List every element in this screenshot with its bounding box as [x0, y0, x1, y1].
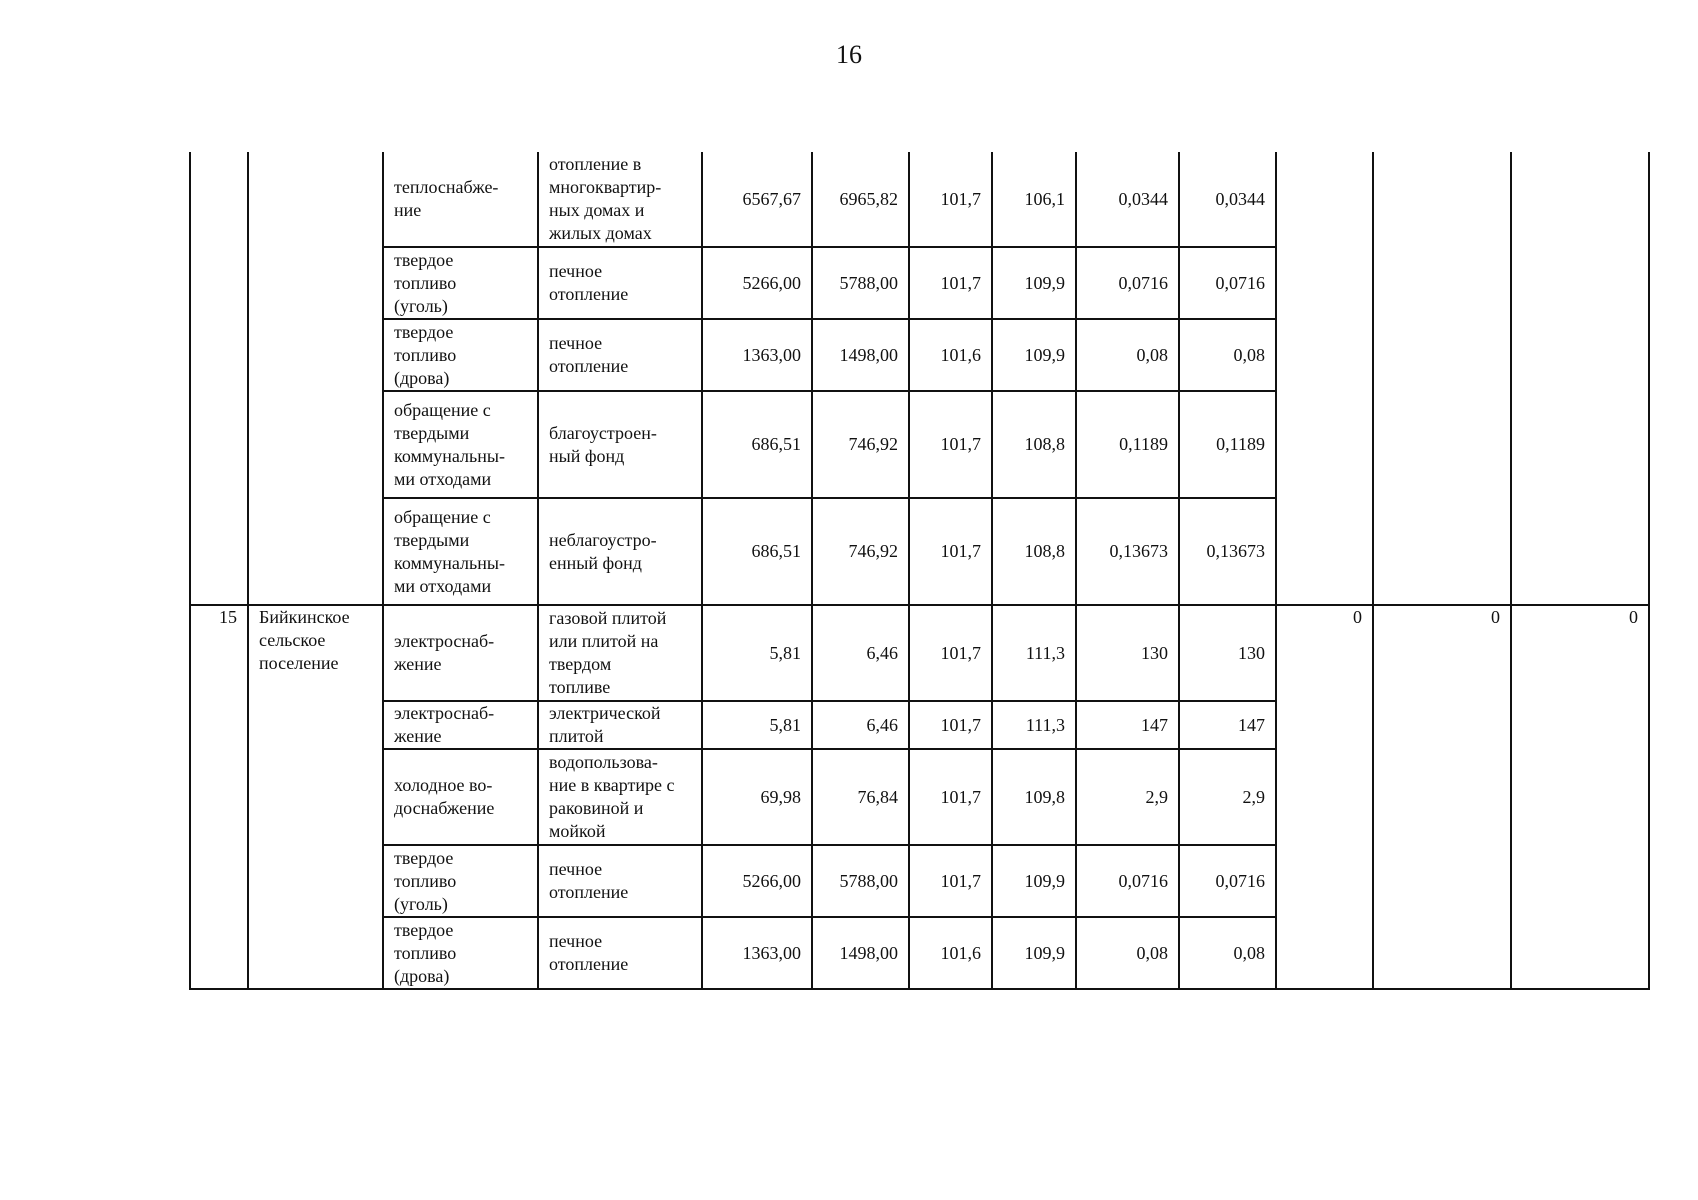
value-cell-2: 76,84	[812, 749, 909, 845]
service-cell: холодное во- доснабжение	[383, 749, 538, 845]
value-cell-1: 1363,00	[702, 917, 812, 989]
value-cell-5: 0,13673	[1076, 498, 1179, 605]
value-cell-4: 109,9	[992, 247, 1076, 319]
value-cell-5: 0,0344	[1076, 152, 1179, 247]
value-cell-2: 1498,00	[812, 917, 909, 989]
value-cell-3: 101,6	[909, 917, 992, 989]
extra-cell-1: 0	[1276, 605, 1373, 989]
settlement-name-cell: Бийкинское сельское поселение	[248, 605, 383, 989]
extra-cell-1-empty	[1276, 152, 1373, 605]
value-cell-2: 746,92	[812, 498, 909, 605]
service-cell: твердое топливо (дрова)	[383, 319, 538, 391]
value-cell-6: 147	[1179, 701, 1276, 749]
page-number: 16	[836, 40, 862, 69]
value-cell-3: 101,7	[909, 701, 992, 749]
service-cell: электроснаб- жение	[383, 701, 538, 749]
service-cell: твердое топливо (уголь)	[383, 845, 538, 917]
consumption-type-cell: печное отопление	[538, 917, 702, 989]
extra-cell-2: 0	[1373, 605, 1511, 989]
value-cell-6: 0,0716	[1179, 845, 1276, 917]
table-body	[190, 152, 1649, 989]
value-cell-1: 69,98	[702, 749, 812, 845]
value-cell-4: 106,1	[992, 152, 1076, 247]
value-cell-6: 0,13673	[1179, 498, 1276, 605]
value-cell-3: 101,7	[909, 152, 992, 247]
value-cell-2: 5788,00	[812, 845, 909, 917]
settlement-cell-empty	[248, 152, 383, 605]
value-cell-2: 5788,00	[812, 247, 909, 319]
value-cell-4: 108,8	[992, 391, 1076, 498]
service-cell: твердое топливо (дрова)	[383, 917, 538, 989]
consumption-type-cell: благоустроен- ный фонд	[538, 391, 702, 498]
value-cell-4: 111,3	[992, 701, 1076, 749]
service-cell: твердое топливо (уголь)	[383, 247, 538, 319]
extra-cell-2-empty	[1373, 152, 1511, 605]
consumption-type-cell: электрической плитой	[538, 701, 702, 749]
value-cell-1: 5,81	[702, 701, 812, 749]
extra-cell-3-empty	[1511, 152, 1649, 605]
value-cell-1: 1363,00	[702, 319, 812, 391]
value-cell-1: 686,51	[702, 391, 812, 498]
value-cell-2: 1498,00	[812, 319, 909, 391]
value-cell-4: 108,8	[992, 498, 1076, 605]
tariff-table	[189, 152, 1650, 990]
value-cell-1: 6567,67	[702, 152, 812, 247]
value-cell-6: 0,0716	[1179, 247, 1276, 319]
extra-cell-3: 0	[1511, 605, 1649, 989]
value-cell-3: 101,6	[909, 319, 992, 391]
consumption-type-cell: неблагоустро- енный фонд	[538, 498, 702, 605]
value-cell-3: 101,7	[909, 391, 992, 498]
value-cell-4: 109,9	[992, 917, 1076, 989]
consumption-type-cell: печное отопление	[538, 247, 702, 319]
consumption-type-cell: водопользова- ние в квартире с раковиной и мойкой	[538, 749, 702, 845]
value-cell-5: 130	[1076, 605, 1179, 701]
index-cell-empty	[190, 152, 248, 605]
value-cell-1: 5266,00	[702, 247, 812, 319]
value-cell-4: 109,8	[992, 749, 1076, 845]
value-cell-6: 0,08	[1179, 917, 1276, 989]
value-cell-2: 6965,82	[812, 152, 909, 247]
value-cell-1: 5,81	[702, 605, 812, 701]
consumption-type-cell: газовой плитой или плитой на твердом топливе	[538, 605, 702, 701]
value-cell-5: 0,0716	[1076, 247, 1179, 319]
service-cell: теплоснабже- ние	[383, 152, 538, 247]
value-cell-2: 6,46	[812, 605, 909, 701]
value-cell-1: 5266,00	[702, 845, 812, 917]
row-index-cell: 15	[190, 605, 248, 989]
value-cell-6: 0,08	[1179, 319, 1276, 391]
value-cell-6: 0,1189	[1179, 391, 1276, 498]
value-cell-3: 101,7	[909, 605, 992, 701]
value-cell-1: 686,51	[702, 498, 812, 605]
value-cell-6: 2,9	[1179, 749, 1276, 845]
value-cell-3: 101,7	[909, 845, 992, 917]
consumption-type-cell: отопление в многоквартир- ных домах и жилых домах	[538, 152, 702, 247]
table-row	[190, 605, 1649, 701]
value-cell-5: 147	[1076, 701, 1179, 749]
table-row	[190, 152, 1649, 247]
value-cell-5: 2,9	[1076, 749, 1179, 845]
value-cell-5: 0,1189	[1076, 391, 1179, 498]
value-cell-3: 101,7	[909, 749, 992, 845]
value-cell-6: 130	[1179, 605, 1276, 701]
value-cell-2: 746,92	[812, 391, 909, 498]
consumption-type-cell: печное отопление	[538, 845, 702, 917]
value-cell-6: 0,0344	[1179, 152, 1276, 247]
value-cell-5: 0,08	[1076, 319, 1179, 391]
value-cell-2: 6,46	[812, 701, 909, 749]
service-cell: обращение с твердыми коммунальны- ми отходами	[383, 391, 538, 498]
value-cell-3: 101,7	[909, 247, 992, 319]
value-cell-5: 0,0716	[1076, 845, 1179, 917]
value-cell-4: 111,3	[992, 605, 1076, 701]
value-cell-3: 101,7	[909, 498, 992, 605]
service-cell: обращение с твердыми коммунальны- ми отходами	[383, 498, 538, 605]
value-cell-4: 109,9	[992, 845, 1076, 917]
consumption-type-cell: печное отопление	[538, 319, 702, 391]
service-cell: электроснаб- жение	[383, 605, 538, 701]
value-cell-4: 109,9	[992, 319, 1076, 391]
value-cell-5: 0,08	[1076, 917, 1179, 989]
